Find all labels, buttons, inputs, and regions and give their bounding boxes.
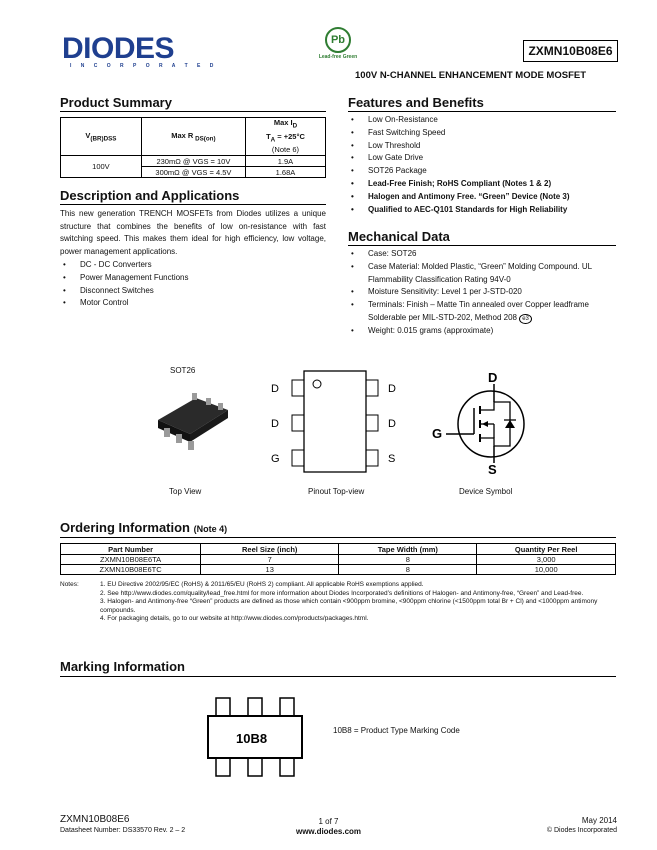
- company-logo-subtitle: I N C O R P O R A T E D: [70, 63, 218, 69]
- table-cell: 13: [201, 565, 339, 575]
- e3-icon: e3: [519, 314, 532, 324]
- package-3d-illustration: [148, 388, 234, 458]
- pinout-diagram: [265, 368, 405, 478]
- pinout-label-d1: D: [271, 383, 279, 395]
- section-divider: [348, 245, 616, 246]
- list-item: • Low On-Resistance: [348, 114, 616, 127]
- list-item: • Qualified to AEC-Q101 Standards for High Reliability: [348, 204, 616, 217]
- table-row: [61, 555, 616, 565]
- rds-value-2: 300mΩ @ VGS = 4.5V: [141, 167, 245, 178]
- mechanical-list: [348, 248, 616, 338]
- list-item: • Disconnect Switches: [60, 285, 326, 298]
- list-item: • Weight: 0.015 grams (approximate): [348, 325, 616, 338]
- pinout-label-s: S: [388, 453, 396, 465]
- table-cell: 8: [339, 555, 477, 565]
- terminals-text: Terminals: Finish – Matte Tin annealed over Copper leadframe Solderable per MIL-STD-202, Method 208: [368, 300, 589, 322]
- note-item: 2. See http://www.diodes.com/quality/lead_free.html for more information about Diodes Incorporated’s definitions of Halogen- and Antimony-free, “Green” and Lead-free.: [100, 589, 584, 597]
- lead-free-icon: Pb: [325, 27, 351, 53]
- footer-date: May 2014: [581, 816, 617, 825]
- table-row: [61, 565, 616, 575]
- applications-list: [60, 259, 326, 310]
- symbol-label-d: D: [488, 370, 498, 385]
- device-symbol-caption: Device Symbol: [459, 487, 513, 496]
- description-text: This new generation TRENCH MOSFETs from Diodes utilizes a unique structure that combines the benefits of low on-resistance with fast switching speed. This makes them ideal for high efficiency, low voltage, power management applications.: [60, 209, 326, 256]
- pinout-label-g: G: [271, 453, 280, 465]
- ordering-title: [60, 520, 227, 535]
- list-item: • DC - DC Converters: [60, 259, 326, 272]
- list-item: [348, 299, 616, 325]
- footer-page-number: 1 of 7: [318, 817, 339, 826]
- table-cell: 10,000: [477, 565, 616, 575]
- footer-copyright: © Diodes Incorporated: [546, 827, 617, 834]
- list-item: • SOT26 Package: [348, 165, 616, 178]
- product-summary-title: Product Summary: [60, 95, 172, 110]
- footer-datasheet-number: Datasheet Number: DS33570 Rev. 2 – 2: [60, 827, 186, 834]
- ordering-note: (Note 4): [193, 524, 228, 534]
- part-number-box: ZXMN10B08E6: [523, 40, 618, 62]
- ordering-table: [60, 543, 616, 575]
- header-id: Max $I_D$ $T_A = +25^\circ C$ (Note 6): [245, 118, 325, 156]
- list-item: • Fast Switching Speed: [348, 127, 616, 140]
- marking-diagram: [200, 692, 310, 782]
- marking-description: 10B8 = Product Type Marking Code: [333, 726, 460, 735]
- marking-code: 10B8: [236, 731, 268, 746]
- ordering-title-text: Ordering Information: [60, 520, 190, 535]
- vbr-value: 100V: [61, 156, 142, 178]
- ordering-header: Part Number: [61, 544, 201, 555]
- lead-free-label: Lead-free Green: [318, 54, 358, 60]
- table-cell: 7: [201, 555, 339, 565]
- symbol-label-g: G: [432, 426, 443, 441]
- table-cell: 8: [339, 565, 477, 575]
- section-divider: [60, 537, 616, 538]
- footer-part-number: ZXMN10B08E6: [60, 814, 130, 825]
- section-divider: [60, 111, 326, 112]
- table-cell: 3,000: [477, 555, 616, 565]
- list-item: • Power Management Functions: [60, 272, 326, 285]
- notes-list: [100, 581, 616, 624]
- top-view-caption: Top View: [169, 487, 202, 496]
- lead-free-badge: [308, 27, 368, 60]
- ordering-header: Tape Width (mm): [339, 544, 477, 555]
- section-divider: [60, 676, 616, 677]
- ordering-header: Quantity Per Reel: [477, 544, 616, 555]
- marking-title: Marking Information: [60, 659, 185, 674]
- ordering-header: Reel Size (inch): [201, 544, 339, 555]
- table-cell: ZXMN10B08E6TA: [61, 555, 201, 565]
- list-item: • Lead-Free Finish; RoHS Compliant (Notes 1 & 2): [348, 178, 616, 191]
- pinout-caption: Pinout Top-view: [308, 487, 365, 496]
- table-cell: ZXMN10B08E6TC: [61, 565, 201, 575]
- list-item: • Moisture Sensitivity: Level 1 per J-STD-020: [348, 286, 616, 299]
- description-title: Description and Applications: [60, 188, 240, 203]
- page-subtitle: 100V N-CHANNEL ENHANCEMENT MODE MOSFET: [355, 70, 587, 81]
- header-rds: Max R $_{DS(on)}$: [141, 118, 245, 156]
- company-logo: DIODES: [62, 32, 175, 65]
- features-title: Features and Benefits: [348, 95, 484, 110]
- note-item: 1. EU Directive 2002/95/EC (RoHS) & 2011/65/EU (RoHS 2) compliant. All applicable RoHS exemptions applied.: [100, 581, 424, 588]
- package-label: SOT26: [170, 366, 196, 375]
- rds-value-1: 230mΩ @ VGS = 10V: [141, 156, 245, 167]
- product-summary-table: [60, 117, 326, 178]
- footer-website: www.diodes.com: [295, 827, 362, 836]
- features-list: [348, 114, 616, 216]
- section-divider: [348, 111, 616, 112]
- pinout-label-d2: D: [271, 418, 279, 430]
- symbol-label-s: S: [488, 462, 497, 477]
- id-value-2: 1.68A: [245, 167, 325, 178]
- list-item: • Motor Control: [60, 297, 326, 310]
- pinout-label-d3: D: [388, 383, 396, 395]
- list-item: • Case: SOT26: [348, 248, 616, 261]
- list-item: • Case Material: Molded Plastic, “Green” Molding Compound. UL Flammability Classification Rating 94V-0: [348, 261, 616, 287]
- notes-label: Notes:: [60, 581, 79, 588]
- mechanical-title: Mechanical Data: [348, 229, 450, 244]
- device-symbol-diagram: [428, 368, 538, 478]
- list-item: • Halogen and Antimony Free. “Green” Device (Note 3): [348, 191, 616, 204]
- list-item: • Low Gate Drive: [348, 152, 616, 165]
- note-item: 4. For packaging details, go to our website at http://www.diodes.com/products/packages.html.: [100, 615, 369, 622]
- id-value-1: 1.9A: [245, 156, 325, 167]
- note-item: 3. Halogen- and Antimony-free “Green” products are defined as those which contain <900ppm bromine, <900ppm chlorine (<1500ppm total Br + Cl) and <1000ppm antimony compounds.: [100, 598, 598, 614]
- section-divider: [60, 204, 326, 205]
- pinout-label-d4: D: [388, 418, 396, 430]
- list-item: • Low Threshold: [348, 140, 616, 153]
- header-vbr: $V_{(BR)DSS}$: [61, 118, 142, 156]
